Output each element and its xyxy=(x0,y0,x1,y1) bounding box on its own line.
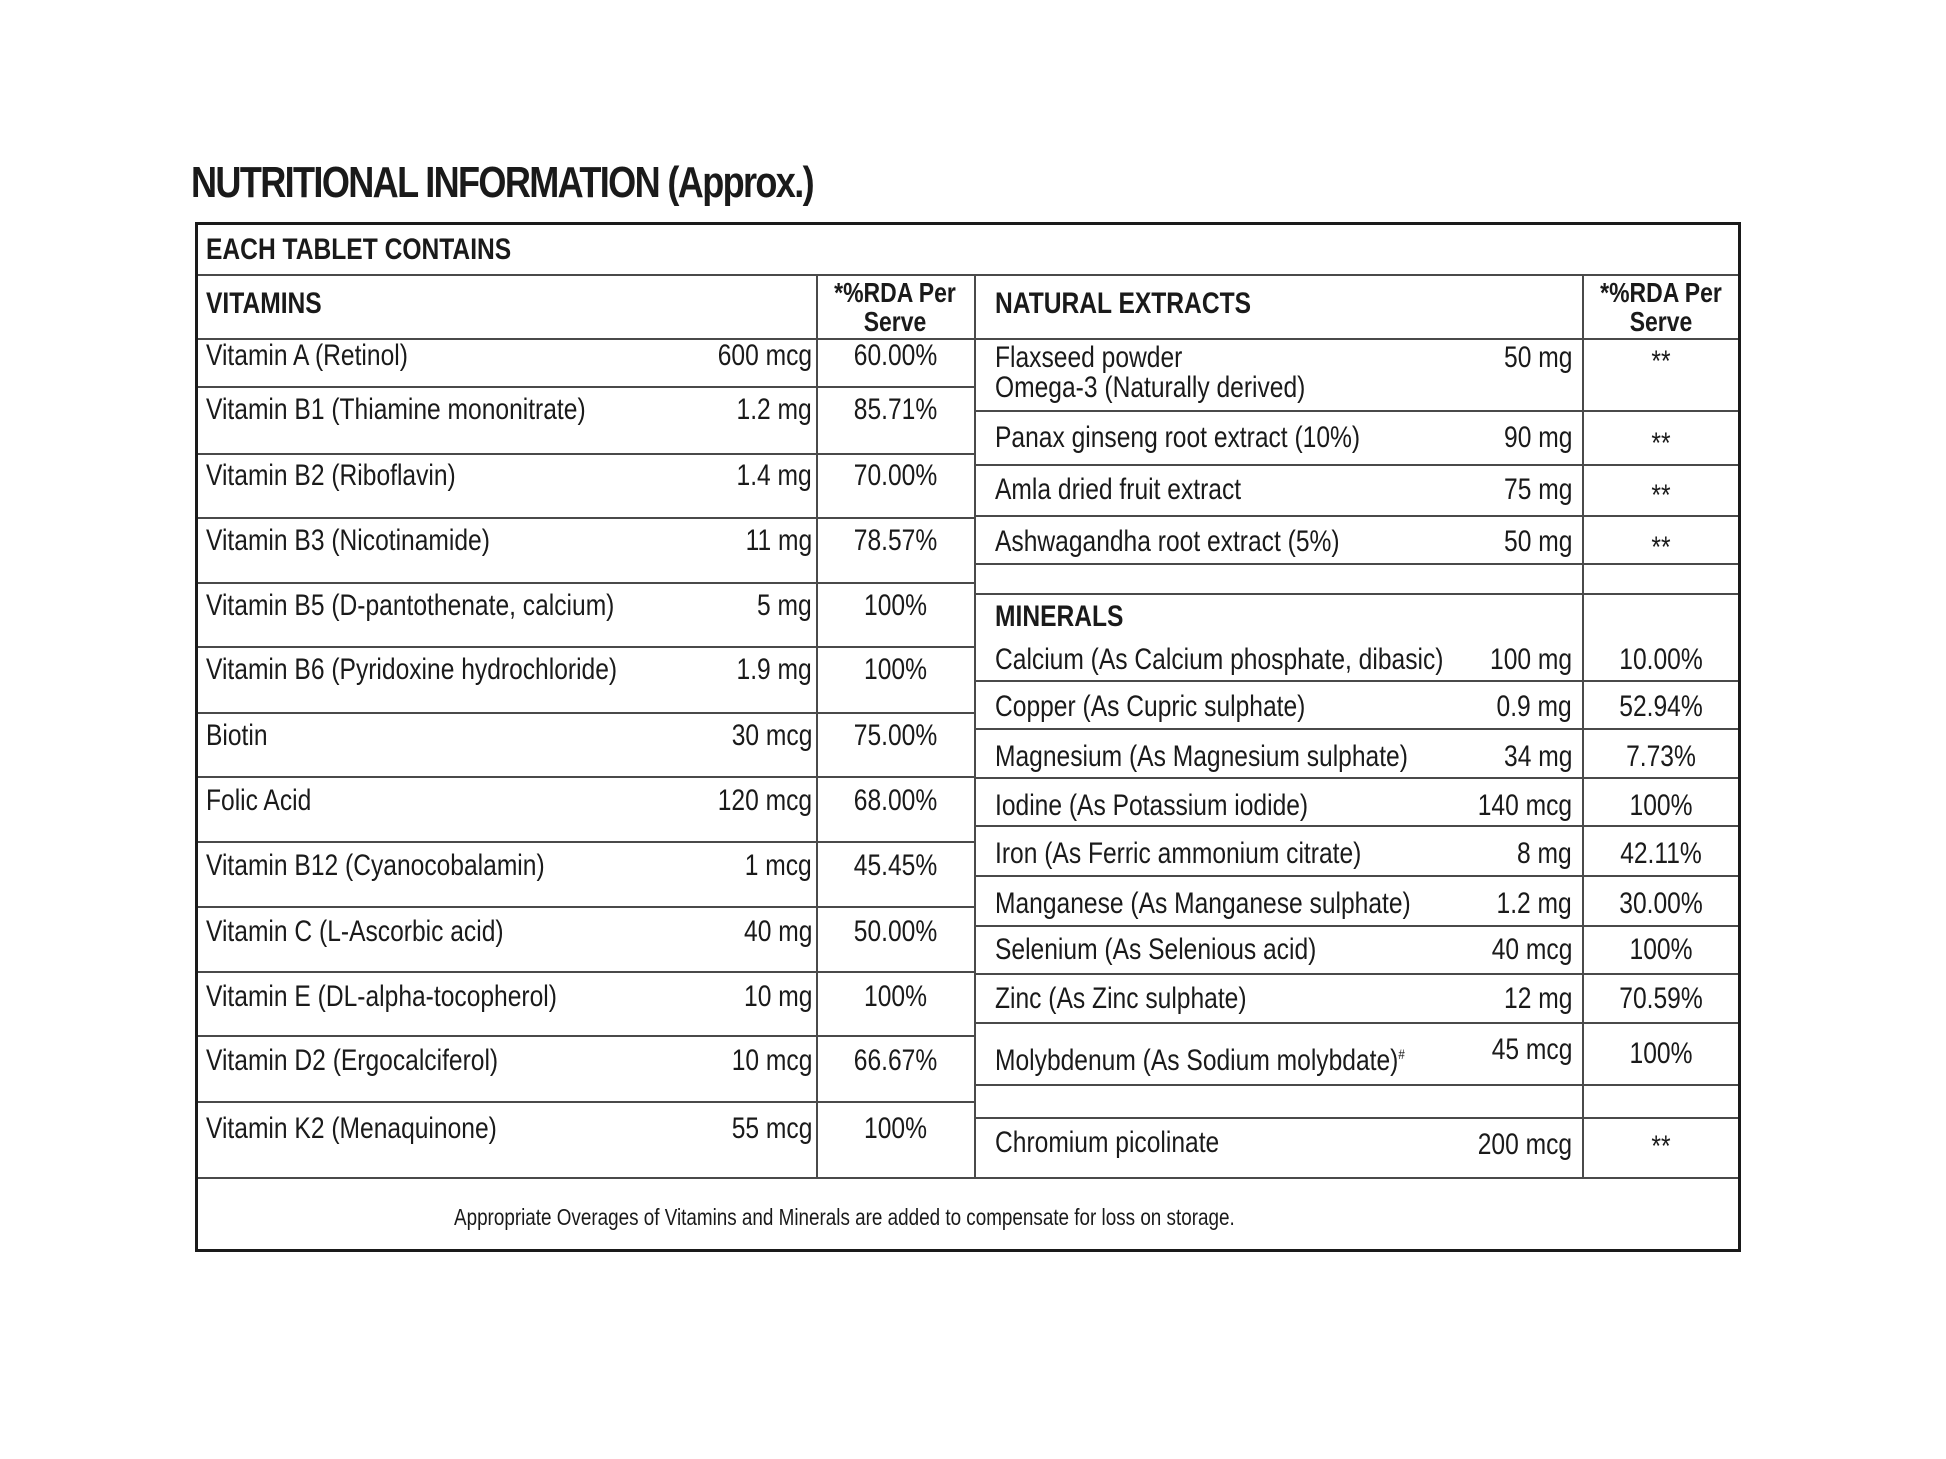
mineral-rda: 100% xyxy=(1629,1037,1693,1070)
each-tablet-heading: EACH TABLET CONTAINS xyxy=(206,233,512,266)
vitamins-row-divider xyxy=(198,582,976,584)
mineral-name: Chromium picolinate xyxy=(995,1126,1220,1159)
mineral-name: Copper (As Cupric sulphate) xyxy=(995,690,1306,723)
vitamin-amount: 1.4 mg xyxy=(736,459,812,492)
vitamins-row-divider xyxy=(198,517,976,519)
mineral-amount: 45 mcg xyxy=(1491,1033,1572,1066)
vitamin-rda: 50.00% xyxy=(853,915,938,948)
rda-heading-line1: *%RDA Per xyxy=(1600,277,1722,308)
vitamin-rda: 100% xyxy=(864,980,927,1013)
mineral-name: Magnesium (As Magnesium sulphate) xyxy=(995,740,1408,773)
extract-amount: 50 mg xyxy=(1503,341,1572,374)
extract-name-line2: Omega-3 (Naturally derived) xyxy=(995,371,1306,404)
vitamin-amount: 120 mcg xyxy=(717,784,812,817)
vitamin-amount: 11 mg xyxy=(745,524,812,557)
vitamin-rda: 60.00% xyxy=(853,339,938,372)
rda-heading-line2: Serve xyxy=(863,306,927,337)
right-row-divider xyxy=(974,1084,1738,1086)
extract-name: Flaxseed powder xyxy=(995,341,1183,374)
vitamin-rda: 85.71% xyxy=(853,393,938,426)
vitamin-amount: 10 mg xyxy=(743,980,812,1013)
extract-amount: 50 mg xyxy=(1503,525,1572,558)
vitamin-name: Vitamin B1 (Thiamine mononitrate) xyxy=(206,393,586,426)
mineral-amount: 34 mg xyxy=(1503,740,1572,773)
mineral-amount: 1.2 mg xyxy=(1496,887,1572,920)
right-row-divider xyxy=(974,680,1738,682)
vitamin-rda: 100% xyxy=(864,653,927,686)
vitamin-name: Vitamin A (Retinol) xyxy=(206,339,408,372)
footnote: Appropriate Overages of Vitamins and Minerals are added to compensate for loss on storage. xyxy=(454,1204,1235,1230)
vitamins-rda-heading xyxy=(829,278,960,336)
right-row-divider xyxy=(974,410,1738,412)
vitamins-row-divider xyxy=(198,1035,976,1037)
mineral-rda: 10.00% xyxy=(1619,643,1703,676)
vitamins-row-divider xyxy=(198,906,976,908)
vitamin-name: Vitamin B5 (D-pantothenate, calcium) xyxy=(206,589,615,622)
mineral-amount: 8 mg xyxy=(1517,837,1572,870)
vitamin-amount: 1.9 mg xyxy=(736,653,812,686)
extract-name: Ashwagandha root extract (5%) xyxy=(995,525,1340,558)
mineral-amount: 0.9 mg xyxy=(1496,690,1572,723)
right-row-divider xyxy=(974,728,1738,730)
vitamins-row-divider xyxy=(198,841,976,843)
right-row-divider xyxy=(974,464,1738,466)
vitamin-name: Biotin xyxy=(206,719,268,752)
mineral-rda: 70.59% xyxy=(1619,982,1703,1015)
vitamin-amount: 1.2 mg xyxy=(736,393,812,426)
right-row-divider xyxy=(974,925,1738,927)
mineral-amount: 100 mg xyxy=(1489,643,1572,676)
mineral-amount: 12 mg xyxy=(1503,982,1572,1015)
mineral-amount: 200 mcg xyxy=(1477,1128,1572,1161)
divider-vit-rda xyxy=(816,274,818,1177)
mineral-name: Iron (As Ferric ammonium citrate) xyxy=(995,837,1362,870)
mineral-amount: 140 mcg xyxy=(1477,789,1572,822)
right-row-divider xyxy=(974,1022,1738,1024)
extract-rda: ** xyxy=(1651,345,1671,378)
extract-rda: ** xyxy=(1651,531,1671,564)
vitamin-amount: 600 mcg xyxy=(717,339,812,372)
vitamins-row-divider xyxy=(198,646,976,648)
right-row-divider xyxy=(974,825,1738,827)
mineral-name: Molybdenum (As Sodium molybdate)# xyxy=(995,1044,1405,1077)
right-row-divider xyxy=(974,973,1738,975)
mineral-rda: 7.73% xyxy=(1626,740,1696,773)
natural-extracts-heading: NATURAL EXTRACTS xyxy=(995,287,1252,320)
vitamins-heading: VITAMINS xyxy=(206,287,322,320)
right-row-divider xyxy=(974,1117,1738,1119)
nutrition-table xyxy=(195,222,1741,1252)
vitamin-rda: 66.67% xyxy=(853,1044,938,1077)
rda-heading-line1: *%RDA Per xyxy=(834,277,956,308)
vitamin-rda: 70.00% xyxy=(853,459,938,492)
vitamin-rda: 100% xyxy=(864,1112,927,1145)
vitamin-amount: 1 mcg xyxy=(745,849,812,882)
vitamins-row-divider xyxy=(198,1101,976,1103)
mineral-name: Iodine (As Potassium iodide) xyxy=(995,789,1309,822)
extract-amount: 90 mg xyxy=(1503,421,1572,454)
vitamin-rda: 100% xyxy=(864,589,927,622)
mineral-rda: 100% xyxy=(1629,789,1693,822)
vitamin-name: Vitamin B12 (Cyanocobalamin) xyxy=(206,849,545,882)
vitamin-name: Vitamin B3 (Nicotinamide) xyxy=(206,524,490,557)
extract-rda: ** xyxy=(1651,427,1671,460)
vitamin-amount: 55 mcg xyxy=(731,1112,812,1145)
minerals-heading: MINERALS xyxy=(995,600,1124,633)
right-row-divider xyxy=(974,338,1738,340)
vitamin-amount: 40 mg xyxy=(743,915,812,948)
vitamins-row-divider xyxy=(198,453,976,455)
mineral-name: Zinc (As Zinc sulphate) xyxy=(995,982,1247,1015)
vitamin-amount: 30 mcg xyxy=(731,719,812,752)
vitamin-name: Folic Acid xyxy=(206,784,312,817)
right-row-divider xyxy=(974,593,1738,595)
vitamin-name: Vitamin K2 (Menaquinone) xyxy=(206,1112,497,1145)
mineral-amount: 40 mcg xyxy=(1491,933,1572,966)
vitamins-row-divider xyxy=(198,712,976,714)
vitamin-name: Vitamin B6 (Pyridoxine hydrochloride) xyxy=(206,653,618,686)
extract-rda: ** xyxy=(1651,479,1671,512)
vitamins-row-divider xyxy=(198,386,976,388)
extract-name: Amla dried fruit extract xyxy=(995,473,1242,506)
vitamin-name: Vitamin C (L-Ascorbic acid) xyxy=(206,915,504,948)
extracts-rda-heading xyxy=(1600,278,1723,336)
vitamins-row-divider xyxy=(198,971,976,973)
mineral-name: Calcium (As Calcium phosphate, dibasic) xyxy=(995,643,1444,676)
divider-each-tablet xyxy=(198,274,1738,276)
mineral-rda: 42.11% xyxy=(1620,837,1702,870)
rda-heading-line2: Serve xyxy=(1629,306,1693,337)
mineral-note-mark: # xyxy=(1398,1046,1405,1062)
right-row-divider xyxy=(974,515,1738,517)
vitamin-rda: 75.00% xyxy=(853,719,938,752)
vitamin-amount: 10 mcg xyxy=(731,1044,812,1077)
vitamins-row-divider xyxy=(198,776,976,778)
vitamin-name: Vitamin D2 (Ergocalciferol) xyxy=(206,1044,499,1077)
extract-amount: 75 mg xyxy=(1503,473,1572,506)
vitamin-rda: 45.45% xyxy=(853,849,938,882)
right-row-divider xyxy=(974,777,1738,779)
right-row-divider xyxy=(974,875,1738,877)
page-title: NUTRITIONAL INFORMATION (Approx.) xyxy=(191,158,813,207)
vitamin-amount: 5 mg xyxy=(757,589,812,622)
mineral-rda: 100% xyxy=(1629,933,1693,966)
vitamin-rda: 78.57% xyxy=(853,524,938,557)
extract-name: Panax ginseng root extract (10%) xyxy=(995,421,1361,454)
mineral-rda: 52.94% xyxy=(1619,690,1703,723)
vitamin-rda: 68.00% xyxy=(853,784,938,817)
divider-footer xyxy=(198,1177,1738,1179)
mineral-rda: 30.00% xyxy=(1619,887,1703,920)
mineral-rda: ** xyxy=(1651,1130,1671,1163)
vitamin-name: Vitamin E (DL-alpha-tocopherol) xyxy=(206,980,557,1013)
vitamin-name: Vitamin B2 (Riboflavin) xyxy=(206,459,456,492)
mineral-name: Selenium (As Selenious acid) xyxy=(995,933,1317,966)
mineral-name: Manganese (As Manganese sulphate) xyxy=(995,887,1411,920)
